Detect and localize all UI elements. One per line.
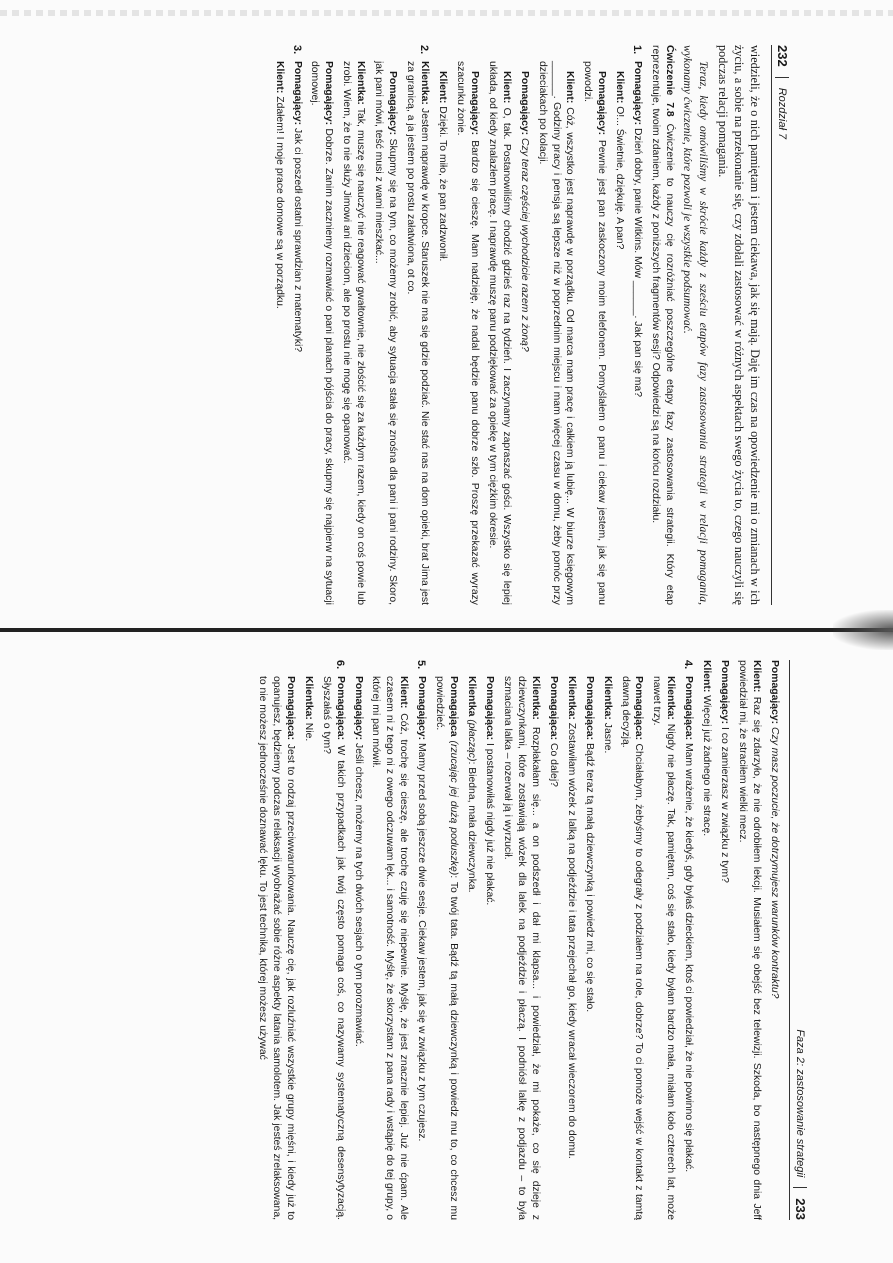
utterance: Mamy przed sobą jeszcze dwie sesje. Ciekaw jestem, jak się w związku z tym czujesz. xyxy=(416,743,428,1142)
dialog-line xyxy=(735,660,763,1220)
paragraph: wiedzieli, że o nich pamiętam i jestem ciekawa, jak się mają. Daję im czas na opowiedzenie mi o zmianach w ich życiu, a sobie na przekonanie się, czy zdołali zastosować w różnych aspektach swego życia to, czego nauczyli się podczas relacji pomagania. xyxy=(715,45,762,605)
dialog-line xyxy=(650,676,678,1220)
utterance: : Biedna, mała dziewczynka. xyxy=(466,761,478,893)
speaker: Klient: xyxy=(614,71,626,104)
exercise-item-1 xyxy=(431,45,644,605)
exercise-item-5 xyxy=(347,660,429,1220)
utterance: Czy teraz częściej wychodzicie razem z żoną? xyxy=(518,138,530,352)
item-content xyxy=(428,676,695,1220)
blank: ______ xyxy=(550,61,562,96)
utterance: Zostawiłam wózek z lalką na podjeździe i tata przejechał go, kiedy wracał wieczorem do domu. xyxy=(565,722,577,1159)
dialog-line xyxy=(255,676,297,1220)
dialog-line xyxy=(581,61,609,605)
speaker: Pomagający: xyxy=(323,61,335,126)
speaker: Pomagający: xyxy=(632,61,644,126)
speaker: Klientka: xyxy=(601,676,613,720)
dialog-line xyxy=(371,61,399,605)
utterance: Jestem naprawdę w kropce. Staruszek nie ma się gdzie podziać. Nie stać nas na dom opieki, brat Jima jest za granicą, a ja jestem po prostu załatwiona, ot co. xyxy=(405,61,431,605)
item-content xyxy=(431,61,644,605)
utterance: : To twój tata. Bądź tą małą dziewczynką i powiedz mu to, co chcesz mu powiedzieć. xyxy=(434,676,460,1220)
dialog-line xyxy=(630,61,644,605)
speaker: Klientka: xyxy=(529,676,541,720)
utterance: Nigdy nie płaczę. Tak, pamiętam, coś się stało, kiedy byłam bardzo mała, miałam koło czterech lat, może nawet trzy. xyxy=(651,676,677,1221)
item-number: 4. xyxy=(682,660,695,670)
utterance: Jest to rodzaj przeciwwarunkowania. Nauczę cię, jak rozluźniać wszystkie grupy mięśni, i kiedy już to opanujesz, będziemy podczas relaksacji wyobrażać sobie różne aspekty latania samolotem. Jak jesteś zrelaksowana, to nie możesz jednocześnie doznawać lęku. To jest technika, której możesz używać xyxy=(256,676,296,1220)
speaker: Pomagająca: xyxy=(334,676,346,741)
dialog-line xyxy=(699,660,713,1220)
utterance: Jeśli chcesz, możemy na tych dwóch sesjach o tym porozmawiać. xyxy=(352,743,364,1047)
dialog-line xyxy=(403,61,431,605)
utterance: W takich przypadkach jak twój często pomaga coś, co nazywamy systematyczną desensytyzacją. Słyszałaś o tym? xyxy=(320,676,346,1220)
item-number: 1. xyxy=(631,45,644,55)
speaker: Pomagający: xyxy=(468,71,480,136)
exercise-text: Ćwiczenie to nauczy cię rozróżniać poszczególne etapy fazy zastosowania strategii. Który etap reprezentuje, twoim zdaniem, każdy z poniższych fragmentów sesji? Odpowiedzi są na końcu rozdziału. xyxy=(650,45,676,606)
dialog-line xyxy=(308,61,336,605)
speaker: Pomagający: xyxy=(518,71,530,136)
dialog-line xyxy=(432,676,460,1220)
header-separator xyxy=(794,1187,808,1188)
speaker: Klientka: xyxy=(355,61,367,105)
utterance: Dzięki. To miło, że pan zadzwonił. xyxy=(437,106,448,262)
dialog-line xyxy=(582,676,596,1220)
stage-direction: (płacząc) xyxy=(466,719,478,762)
speaker: Pomagająca: xyxy=(284,676,296,741)
item-content xyxy=(347,676,429,1220)
item-content xyxy=(268,61,304,605)
dialog-line xyxy=(301,676,315,1220)
item-content xyxy=(304,61,432,605)
dialog-line xyxy=(535,61,577,605)
speaker: Klient: xyxy=(273,61,285,94)
utterance: Dzień dobry, panie Witkins. Mów xyxy=(632,128,644,278)
utterance: Nie. xyxy=(302,722,314,742)
item-number: 2. xyxy=(418,45,431,55)
dialog-line xyxy=(319,676,347,1220)
speaker: Pomagająca: xyxy=(633,676,645,741)
dialog-line xyxy=(339,61,367,605)
header-separator xyxy=(776,77,790,78)
speaker: Klient: xyxy=(564,71,576,104)
speaker: Klient: xyxy=(437,71,448,104)
page-number: 232 xyxy=(775,45,790,67)
speaker: Pomagający: xyxy=(719,660,731,725)
utterance: Jasne. xyxy=(601,722,613,754)
item-content xyxy=(251,676,347,1220)
dialog-line xyxy=(618,676,646,1220)
page-232 xyxy=(100,45,790,605)
speaker: Pomagający: xyxy=(291,61,303,126)
utterance: Cóż, trochę się cieszę, ale trochę czuję się niepewnie. Myślę, że jest znacznie lepiej. Już nie ćpam. Ale czasem ni z tego ni z owego odczuwam lęk... i samotność. Myślę, że skorzystam z pana rady i wstąpię do tej grupy, o której mi pan mówił. xyxy=(370,676,410,1220)
scan-artifact xyxy=(0,10,893,16)
dialog-line xyxy=(681,676,695,1220)
utterance: I co zamierzasz w związku z tym? xyxy=(719,727,731,883)
dialog-line xyxy=(600,676,614,1220)
dialog-line xyxy=(369,676,411,1220)
utterance: Bądź teraz tą małą dziewczynką i powiedz mi, co się stało. xyxy=(583,743,595,1013)
dialog-line xyxy=(546,676,560,1220)
utterance: . Godziny pracy i pensja są lepsze niż w poprzednim miejscu i mam więcej czasu w domu, żeby pomóc przy dzieciakach po kolacji. xyxy=(536,61,562,605)
stage-direction: (rzucając jej dużą poduszkę) xyxy=(448,740,460,876)
speaker: Klientka xyxy=(466,676,478,717)
dialog-line xyxy=(272,61,286,605)
dialog-line xyxy=(453,61,481,605)
dialog-line xyxy=(717,660,731,1220)
utterance: Zdałem! I moje prace domowe są w porządku. xyxy=(273,96,285,309)
utterance: Tak, muszę się nauczyć nie reagować gwałtownie, nie złościć się za każdym razem, kiedy on coś powie lub zrobi. Wiem, że to nie służy Jimowi ani dzieciom, ale po prostu nie mogę się opanować. xyxy=(341,61,367,605)
speaker: Pomagający: xyxy=(416,676,428,741)
utterance: . Jak pan się ma? xyxy=(632,315,644,397)
speaker: Pomagający: xyxy=(387,71,399,136)
utterance: Skupmy się na tym, co możemy zrobić, aby sytuacja stała się znośna dla pani i pani rodziny. Skoro, jak pani mówi, teść musi z wami mieszkać... xyxy=(373,61,399,606)
speaker: Pomagająca: xyxy=(583,676,595,741)
item-number: 3. xyxy=(290,45,303,55)
utterance: I postanowiłaś nigdy już nie płakać. xyxy=(484,743,496,906)
speaker: Klientka: xyxy=(419,61,431,105)
blank: ______ xyxy=(632,280,644,316)
running-head-232 xyxy=(771,45,790,605)
speaker: Klientka: xyxy=(665,676,677,720)
dialog-line xyxy=(500,676,542,1220)
utterance: Więcej już żadnego nie stracę. xyxy=(701,695,713,837)
dialog-line xyxy=(482,676,496,1220)
book-spine-line xyxy=(0,628,893,632)
speaker: Pomagająca: xyxy=(547,676,559,741)
dialog-line xyxy=(290,61,304,605)
exercise-title: Ćwiczenie 7.8 xyxy=(664,45,676,117)
continued-dialog xyxy=(699,660,781,1220)
utterance: Co dalej? xyxy=(547,743,559,787)
speaker: Pomagający: xyxy=(769,660,780,725)
speaker: Klient: xyxy=(398,676,410,709)
speaker: Pomagający: xyxy=(352,676,364,741)
dialog-line xyxy=(564,676,578,1220)
utterance: Cóż, wszystko jest naprawdę w porządku. Od marca mam pracę i całkiem ją lubię... W biurze księgowym xyxy=(564,107,576,606)
utterance: Raz się zdarzyło, że nie odrobiłem lekcji. Musiałem się obejść bez telewizji. Szkoda, bo następnego dnia Jeff powiedział mi, że straciłem wielki mecz. xyxy=(737,660,763,1221)
page-number: 233 xyxy=(793,1198,808,1220)
dialog-line xyxy=(464,676,478,1220)
speaker: Pomagająca: xyxy=(484,676,496,741)
utterance: O!... Świetnie, dziękuję. A pan? xyxy=(614,106,626,250)
speaker: Pomagający: xyxy=(596,71,608,136)
speaker: Klientka: xyxy=(565,676,577,720)
utterance: Jak ci poszedł ostatni sprawdzian z matematyki? xyxy=(291,128,303,353)
item-number: 6. xyxy=(333,660,346,670)
chapter-title: Rozdział 7 xyxy=(776,87,789,140)
utterance: Chciałabym, żebyśmy to odegrały z podziałem na role, dobrze? To ci pomoże wejść w kontakt z tamtą dawną decyzją. xyxy=(619,676,645,1220)
exercise-item-2 xyxy=(304,45,432,605)
italic-paragraph: Teraz, kiedy omówiliśmy w skrócie każdy z sześciu etapów fazy zastosowania strategii w relacji pomagania, wykonamy ćwiczenie, które pozwoli je wszystkie podsumować. xyxy=(681,45,710,605)
page-233 xyxy=(118,660,808,1220)
utterance: Pewnie jest pan zaskoczony moim telefonem. Pomyślałem o panu i ciekaw jestem, jak się panu powodzi. xyxy=(582,61,608,605)
speaker: Klient: xyxy=(751,660,763,693)
item-number: 5. xyxy=(415,660,428,670)
book-spine-shadow xyxy=(833,610,893,650)
dialog-line xyxy=(612,61,626,605)
speaker: Klient: xyxy=(500,71,512,104)
exercise-intro xyxy=(648,45,676,605)
speaker: Pomagająca xyxy=(448,676,460,737)
exercise-item-3 xyxy=(268,45,304,605)
utterance: Dobrze. Zanim zaczniemy rozmawiać o pani planach pójścia do pracy, skupmy się najpierw na sytuacji domowej. xyxy=(309,61,335,605)
utterance: Bardzo się cieszę. Mam nadzieję, że nadal będzie panu dobrze szło. Proszę przekazać wyrazy szacunku żonie. xyxy=(454,61,480,606)
exercise-item-6 xyxy=(251,660,347,1220)
utterance: Mam wrażenie, że kiedyś, gdy byłaś dzieckiem, ktoś ci powiedział, że nie powinno się płakać. xyxy=(683,743,695,1173)
dialog-line xyxy=(414,676,428,1220)
dialog-line xyxy=(351,676,365,1220)
dialog-line xyxy=(435,61,449,605)
running-head-233 xyxy=(789,660,808,1220)
speaker: Klient: xyxy=(701,660,713,693)
exercise-item-4 xyxy=(428,660,695,1220)
speaker: Klientka: xyxy=(302,676,314,720)
dialog-line xyxy=(767,660,781,1220)
utterance: Rozpłakałam się... a on podszedł i dał mi klapsa... i powiedział, że mi pokaże, co się dzieje z dziewczynkami, które zostawiają wózek dla lalek na podjeździe i płaczą. I podniósł lalkę z podjazdu – to była szmaciana lalka – rozerwał ją i wyrzucił. xyxy=(502,676,541,1220)
speaker: Pomagająca: xyxy=(683,676,695,741)
dialog-line xyxy=(485,61,513,605)
chapter-title: Faza 2: zastosowanie strategii xyxy=(794,1029,807,1178)
dialog-line xyxy=(517,61,531,605)
utterance: O, tak. Postanowiliśmy chodzić gdzieś raz na tydzień. I zaczynamy zapraszać gości. Wszystko się lepiej układa, od kiedy znalazłem pracę. I naprawdę muszę panu podziękować za opiekę w tym ciężkim okresie. xyxy=(486,61,512,605)
utterance: Czy masz poczucie, że dotrzymujesz warunków kontraktu? xyxy=(769,727,780,999)
